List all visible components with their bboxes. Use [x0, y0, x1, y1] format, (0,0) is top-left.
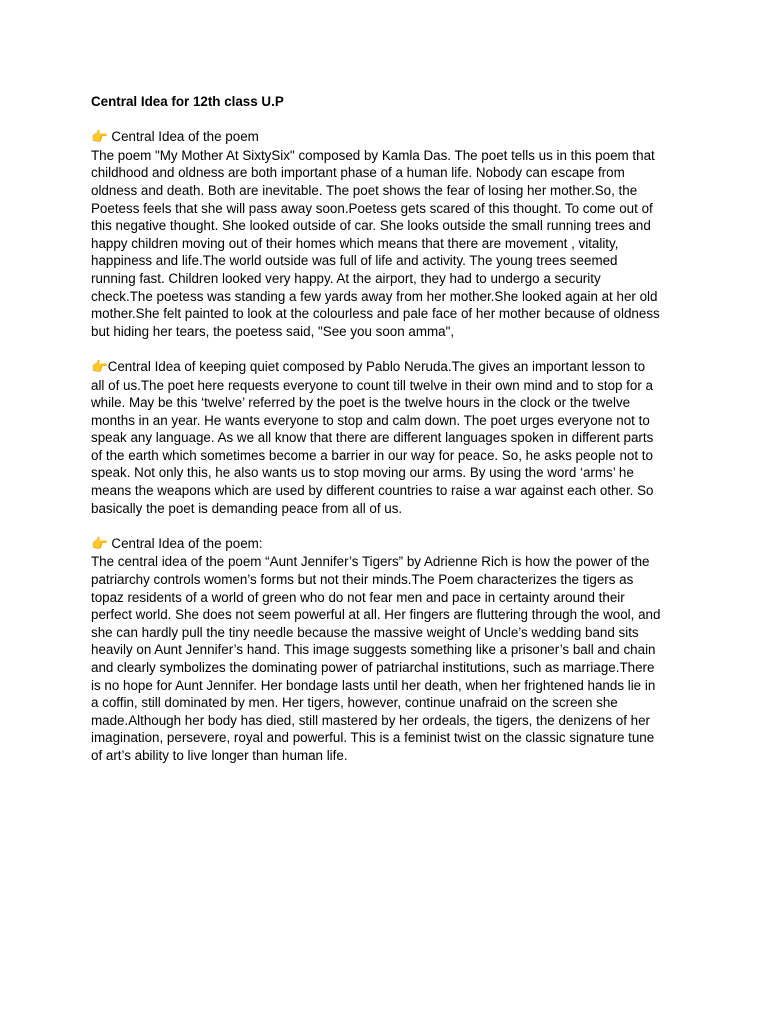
paragraph-line: check.The poetess was standing a few yards away from her mother.She looked again at her old	[91, 288, 658, 304]
paragraph-line: childhood and oldness are both important phase of a human life. Nobody can escape from	[91, 165, 625, 181]
sections-container	[91, 128, 691, 764]
paragraph-line: running fast. Children looked very happy. At the airport, they had to undergo a security	[91, 270, 601, 286]
section-2	[91, 358, 691, 517]
paragraph-line: all of us.The poet here requests everyone to count till twelve in their own mind and to stop for a	[91, 377, 653, 393]
paragraph-line: and clearly symbolizes the dominating power of patriarchal institutions, such as marriage.There	[91, 660, 655, 675]
paragraph-line: oldness and death. Both are inevitable. The poet shows the fear of losing her mother.So, the	[91, 182, 638, 198]
section-heading	[91, 358, 691, 377]
paragraph-line: The poem "My Mother At SixtySix" composed by Kamla Das. The poet tells us in this poem that	[91, 147, 655, 163]
paragraph-line: perfect world. She does not seem powerful at all. Her fingers are fluttering through the wool, and	[91, 607, 661, 623]
paragraph-line: happy children moving out of their homes which means that there are movement , vitality,	[91, 235, 619, 251]
paragraph-line: speak any language. As we all know that there are different languages spoken in different parts	[91, 430, 654, 446]
paragraph-line: mother.She felt painted to look at the colourless and pale face of her mother because of oldness	[91, 306, 660, 322]
pointing-hand-icon: 👉	[91, 130, 108, 146]
paragraph-line: but hiding her tears, the poetess said, "See you soon amma",	[91, 323, 455, 339]
paragraph-line: means the weapons which are used by different countries to raise a war against each other. So	[91, 483, 654, 499]
paragraph-line: made.Although her body has died, still mastered by her ordeals, the tigers, the denizens of her	[91, 712, 651, 728]
pointing-hand-icon: 👉	[91, 536, 108, 552]
paragraph-line: while. May be this ‘twelve’ referred by the poet is the twelve hours in the clock or the twelve	[91, 395, 631, 411]
section-heading	[91, 128, 691, 147]
paragraph-line: patriarchy controls women’s forms but not their minds.The Poem characterizes the tigers as	[91, 572, 634, 588]
section-heading-text: Central Idea of the poem:	[107, 535, 263, 551]
paragraph-line: basically the poet is demanding peace from all of us.	[91, 500, 403, 516]
section-heading	[91, 535, 691, 554]
paragraph-line: a coffin, still dominated by men. Her tigers, however, continue unafraid on the screen she	[91, 695, 618, 711]
document-title: Central Idea for 12th class U.P	[91, 94, 284, 109]
section-heading-text: Central Idea of the poem	[107, 129, 259, 145]
paragraph-line: is no hope for Aunt Jennifer. Her bondage lasts until her death, when her frightened hands lie in	[91, 677, 656, 693]
paragraph-line: she can hardly pull the tiny needle because the massive weight of Uncle’s wedding band sits	[91, 624, 639, 640]
paragraph-line: months in an year. He wants everyone to stop and calm down. The poet urges everyone not to	[91, 412, 650, 428]
paragraph-line: Poetess feels that she will pass away soon.Poetess gets scared of this thought. To come out of	[91, 200, 653, 216]
paragraph-line: speak. Not only this, he also wants us to stop moving our arms. By using the word ‘arms’ he	[91, 465, 634, 481]
paragraph-line: topaz residents of a world of green who do not fear men and pace in certainty around their	[91, 589, 625, 605]
paragraph-line: imagination, persevere, royal and powerful. This is a feminist twist on the classic signature tune	[91, 730, 655, 746]
pointing-hand-icon: 👉	[91, 359, 108, 375]
section-1	[91, 128, 691, 340]
section-heading-text: Central Idea of keeping quiet composed by Pablo Neruda.The gives an important lesson to	[107, 358, 646, 374]
paragraph-line: heavily on Aunt Jennifer’s hand. This image suggests something like a prisoner’s ball and chain	[91, 642, 656, 658]
paragraph-line: of art’s ability to live longer than human life.	[91, 747, 348, 763]
paragraph-line: this negative thought. She looked outside of car. She looks outside the small running trees and	[91, 218, 651, 234]
paragraph-line: The central idea of the poem “Aunt Jennifer’s Tigers” by Adrienne Rich is how the power of the	[91, 554, 650, 570]
document-body	[91, 93, 691, 782]
paragraph-line: of the earth which sometimes become a barrier in our way for peace. So, he asks people not to	[91, 447, 653, 463]
paragraph-line: happiness and life.The world outside was full of life and activity. The young trees seemed	[91, 253, 618, 269]
section-3	[91, 535, 691, 765]
